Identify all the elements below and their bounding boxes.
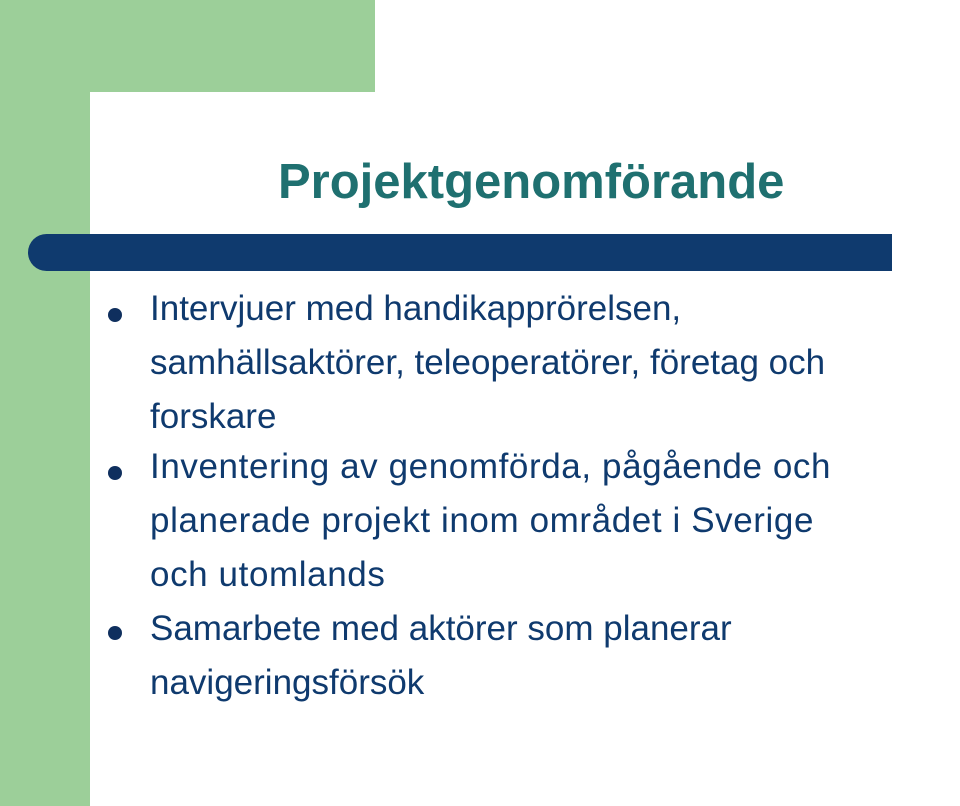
decorative-green-left-band: [0, 0, 90, 806]
bullet-text: Intervjuer med handikapprörelsen, samhällsaktörer, teleoperatörer, företag och forskare: [150, 289, 826, 436]
title-underline-bar: [28, 234, 892, 271]
bullet-dot-icon: [108, 626, 122, 640]
bullet-dot-icon: [108, 308, 122, 322]
bullet-text: Inventering av genomförda, pågående och planerade projekt inom området i Sverige och utomlands: [150, 447, 832, 594]
slide-title: Projektgenomförande: [278, 155, 785, 209]
bullet-dot-icon: [108, 466, 122, 480]
bullet-text: Samarbete med aktörer som planerar navigeringsförsök: [150, 609, 732, 702]
